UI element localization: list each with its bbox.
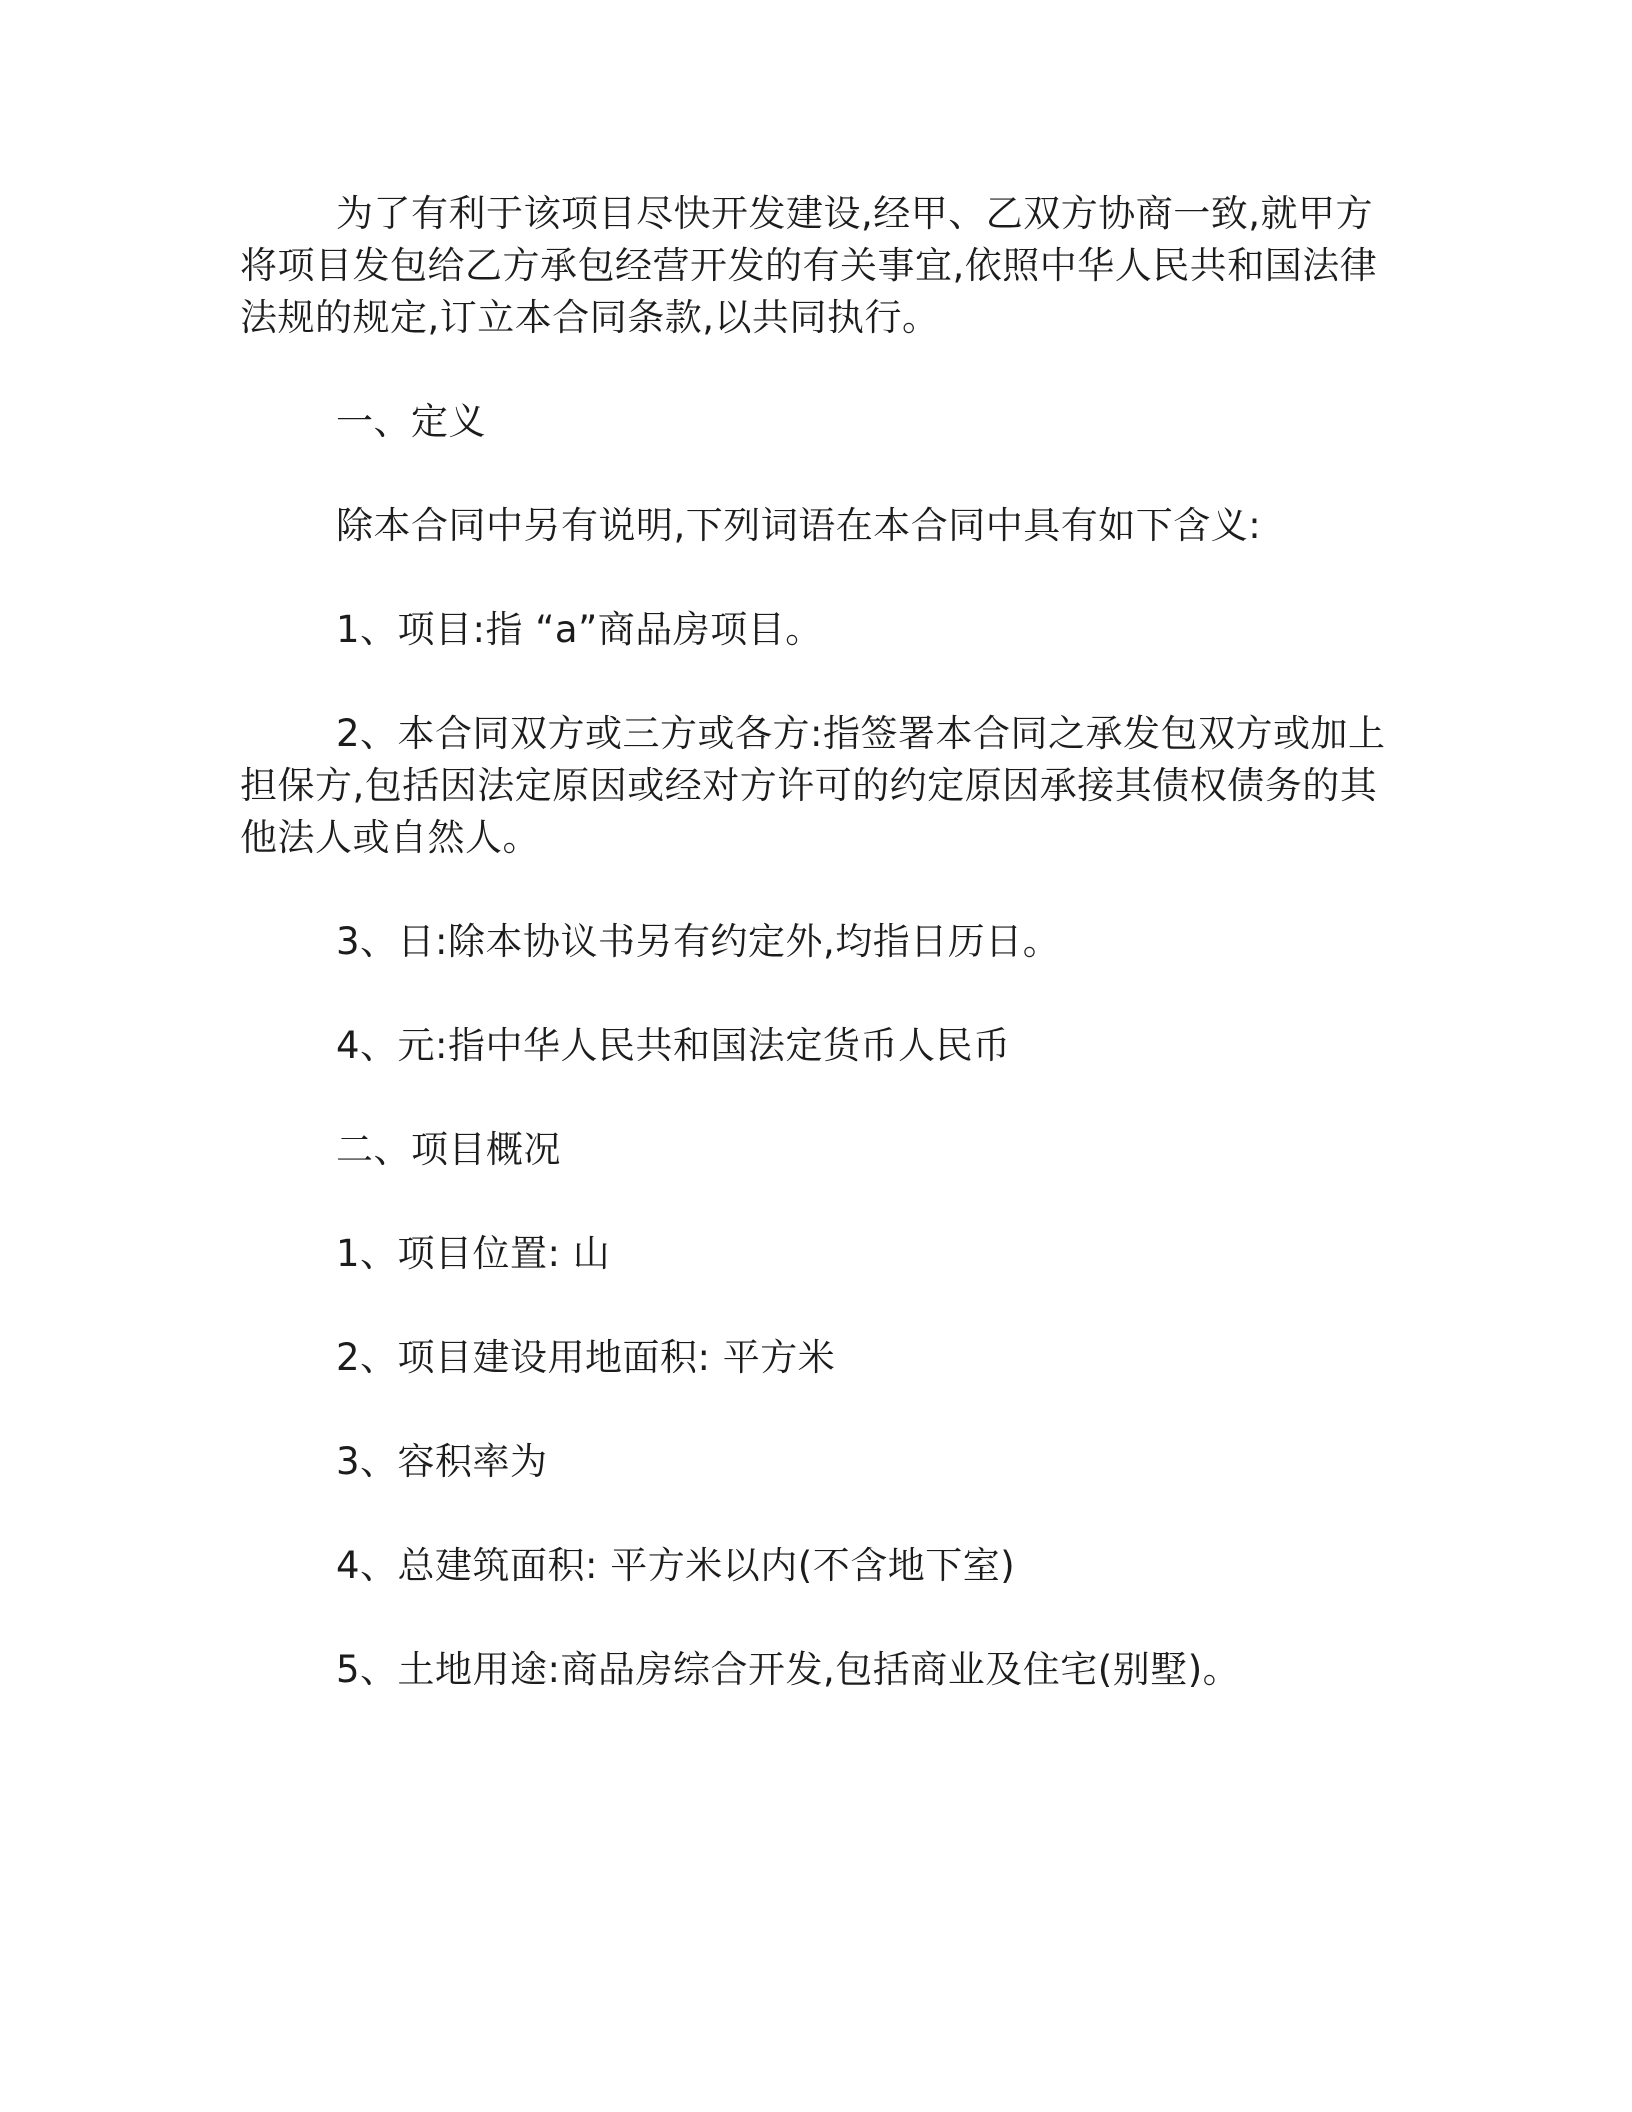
- document-page: [240, 188, 1400, 1748]
- definition-item-day: 3、日:除本协议书另有约定外,均指日历日。: [336, 920, 1061, 963]
- overview-item-plot-ratio: 3、容积率为: [336, 1440, 548, 1483]
- overview-item-land-area: 2、项目建设用地面积: 平方米: [336, 1336, 836, 1379]
- definitions-intro: 除本合同中另有说明,下列词语在本合同中具有如下含义:: [336, 504, 1262, 547]
- definition-item-project: 1、项目:指 “a”商品房项目。: [336, 608, 823, 651]
- overview-item-floor-area: 4、总建筑面积: 平方米以内(不含地下室): [336, 1544, 1016, 1587]
- overview-item-land-use: 5、土地用途:商品房综合开发,包括商业及住宅(别墅)。: [336, 1648, 1241, 1691]
- section-heading-definitions: 一、定义: [336, 400, 486, 443]
- preamble-paragraph: 为了有利于该项目尽快开发建设,经甲、乙双方协商一致,就甲方将项目发包给乙方承包经营开发的有关事宜,依照中华人民共和国法律法规的规定,订立本合同条款,以共同执行。: [240, 192, 1378, 339]
- overview-item-location: 1、项目位置: 山: [336, 1232, 611, 1275]
- definition-item-parties: 2、本合同双方或三方或各方:指签署本合同之承发包双方或加上担保方,包括因法定原因或经对方许可的约定原因承接其债权债务的其他法人或自然人。: [240, 712, 1386, 859]
- section-heading-overview: 二、项目概况: [336, 1128, 561, 1171]
- definition-item-currency: 4、元:指中华人民共和国法定货币人民币: [336, 1024, 1011, 1067]
